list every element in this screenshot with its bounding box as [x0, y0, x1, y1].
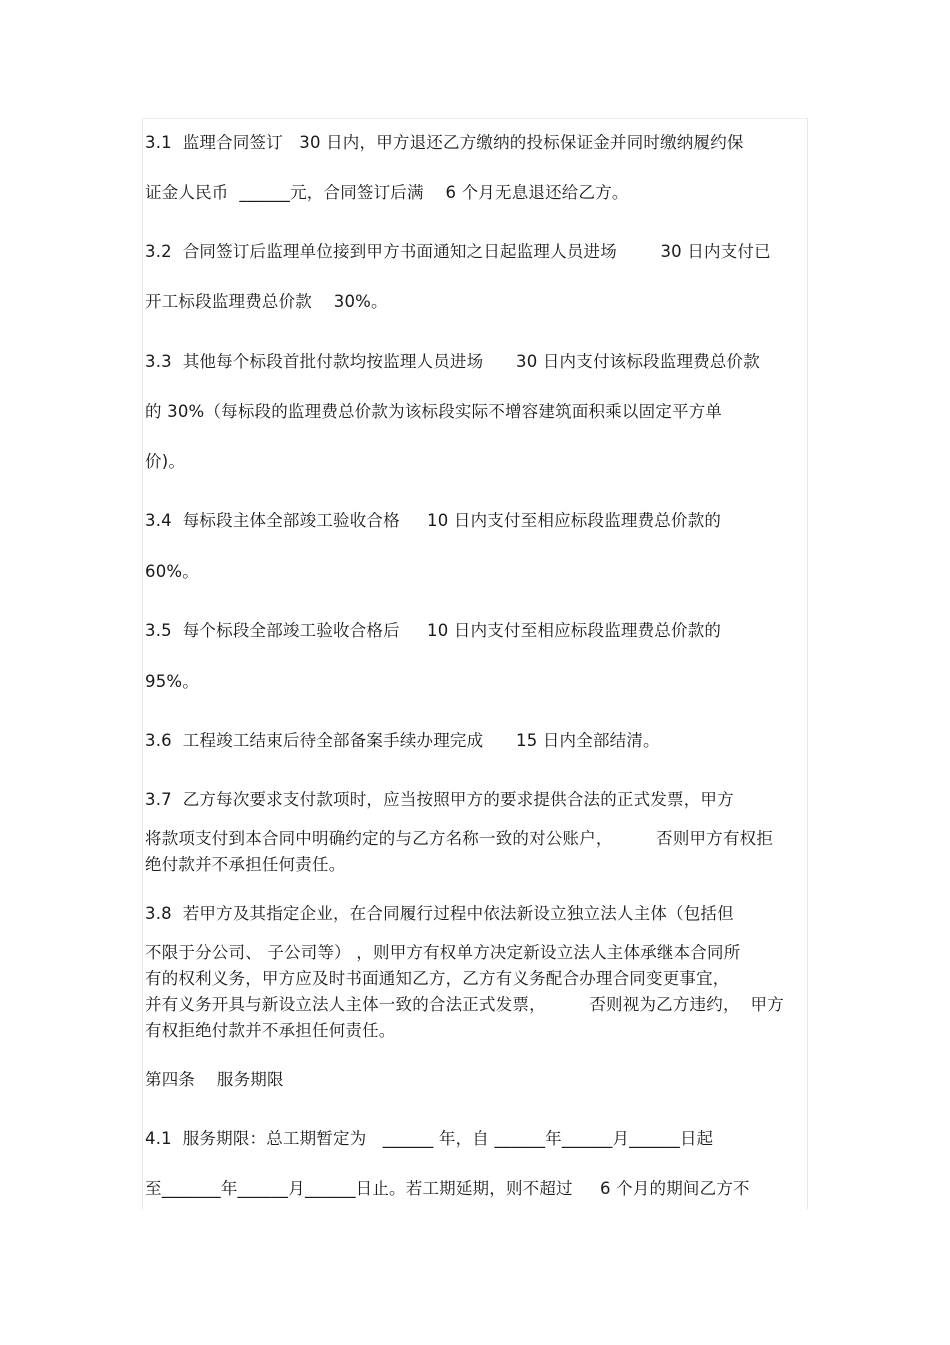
clause-3-8-line-2: 不限于分公司、 子公司等） ，则甲方有权单方决定新设立法人主体承继本合同所 [145, 943, 741, 962]
clause-3-8-line-3: 有的权利义务，甲方应及时书面通知乙方，乙方有义务配合办理合同变更事宜， [145, 969, 730, 988]
clause-3-1-line-1: 3.1 监理合同签订 30 日内，甲方退还乙方缴纳的投标保证金并同时缴纳履约保 [145, 133, 744, 152]
clause-3-2-line-2: 开工标段监理费总价款 30%。 [145, 292, 388, 311]
clause-3-4-line-2: 60%。 [145, 562, 199, 581]
clause-3-8-line-5: 有权拒绝付款并不承担任何责任。 [145, 1021, 396, 1040]
clause-3-8-line-4: 并有义务开具与新设立法人主体一致的合法正式发票， 否则视为乙方违约， 甲方 [145, 995, 784, 1014]
page-frame [142, 118, 808, 1209]
clause-3-7-line-2: 将款项支付到本合同中明确约定的与乙方名称一致的对公账户， 否则甲方有权拒 [145, 829, 774, 848]
clause-3-5-line-2: 95%。 [145, 672, 199, 691]
clause-3-3-line-3: 价)。 [145, 452, 186, 471]
clause-3-2-line-1: 3.2 合同签订后监理单位接到甲方书面通知之日起监理人员进场 30 日内支付已 [145, 242, 771, 261]
clause-4-1-line-2: 至_______年______月______日止。若工期延期，则不超过 6 个月的期间乙方不 [145, 1179, 750, 1198]
clause-3-3-line-2: 的 30%（每标段的监理费总价款为该标段实际不增容建筑面积乘以固定平方单 [145, 402, 723, 421]
clause-4-1-line-1: 4.1 服务期限：总工期暂定为 ______ 年，自 ______年______月______日起 [145, 1129, 714, 1148]
article-4-heading: 第四条 服务期限 [145, 1070, 284, 1089]
clause-3-3-line-1: 3.3 其他每个标段首批付款均按监理人员进场 30 日内支付该标段监理费总价款 [145, 352, 760, 371]
clause-3-1-line-2: 证金人民币 ______元，合同签订后满 6 个月无息退还给乙方。 [145, 183, 629, 202]
clause-3-5-line-1: 3.5 每个标段全部竣工验收合格后 10 日内支付至相应标段监理费总价款的 [145, 621, 722, 640]
clause-3-4-line-1: 3.4 每标段主体全部竣工验收合格 10 日内支付至相应标段监理费总价款的 [145, 511, 722, 530]
clause-3-7-line-3: 绝付款并不承担任何责任。 [145, 855, 346, 874]
clause-3-8-line-1: 3.8 若甲方及其指定企业，在合同履行过程中依法新设立独立法人主体（包括但 [145, 904, 734, 923]
clause-3-6-line-1: 3.6 工程竣工结束后待全部备案手续办理完成 15 日内全部结清。 [145, 731, 660, 750]
clause-3-7-line-1: 3.7 乙方每次要求支付款项时，应当按照甲方的要求提供合法的正式发票，甲方 [145, 790, 734, 809]
